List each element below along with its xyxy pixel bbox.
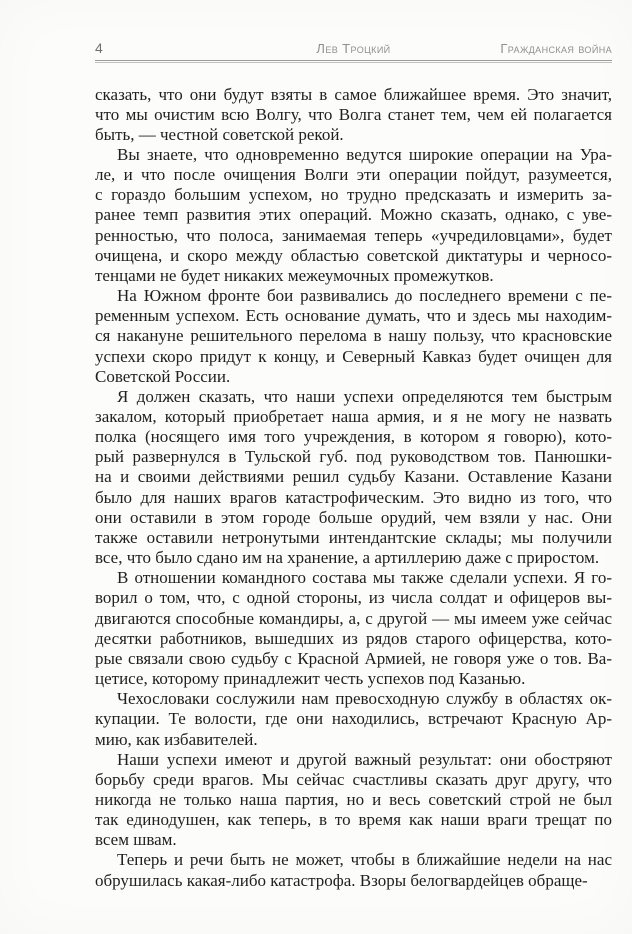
paragraph bbox=[95, 689, 612, 749]
body-text bbox=[95, 85, 612, 891]
text-line: все, что было сдано им на хранение, а артиллерию даже с приростом. bbox=[95, 548, 600, 568]
paragraph bbox=[95, 568, 612, 689]
text-line: полка (носящего имя того учреждения, в котором я говорю), кото- bbox=[95, 427, 612, 447]
text-line: Чехословаки сослужили нам превосходную службу в областях ок- bbox=[117, 689, 612, 709]
text-line: ранее темп развития этих операций. Можно сказать, однако, с уве- bbox=[95, 205, 612, 225]
text-line: так единодушен, как теперь, в то время как наши враги трещат по bbox=[95, 810, 612, 830]
paragraph bbox=[95, 286, 612, 387]
text-line: ременным успехом. Есть основание думать, что и здесь мы находим- bbox=[95, 306, 612, 326]
text-line: На Южном фронте бои развивались до последнего времени с пе- bbox=[117, 286, 612, 306]
text-line: быть, — честной советской рекой. bbox=[95, 124, 344, 144]
text-line: мию, как избавителей. bbox=[95, 729, 258, 749]
running-header bbox=[95, 41, 612, 56]
text-line: рые связали свою судьбу с Красной Армией, не говоря уже о тов. Ва- bbox=[95, 648, 612, 668]
text-line: В отношении командного состава мы также сделали успехи. Я го- bbox=[117, 568, 612, 588]
text-line: с гораздо большим успехом, но трудно предсказать и измерить за- bbox=[95, 185, 612, 205]
text-line: ренностью, что полоса, занимаемая теперь «учредиловцами», будет bbox=[95, 225, 612, 245]
text-line: двигаются способные командиры, а, с другой — мы имеем уже сейчас bbox=[95, 608, 612, 628]
text-line: никогда не только наша партия, но и весь советский строй не был bbox=[95, 789, 612, 809]
text-block bbox=[95, 0, 612, 891]
text-line: Советской России. bbox=[95, 366, 231, 386]
text-line: что мы очистим всю Волгу, что Волга станет тем, чем ей полагается bbox=[95, 104, 612, 124]
paragraph bbox=[95, 850, 612, 890]
paragraph bbox=[95, 750, 612, 851]
text-line: тенцами не будет никаких межеумочных промежутков. bbox=[95, 265, 494, 285]
text-line: всем швам. bbox=[95, 830, 177, 850]
text-line: ле, и что после очищения Волги эти операции пойдут, разумеется, bbox=[95, 165, 612, 185]
text-line: ворил о том, что, с одной стороны, из числа солдат и офицеров вы- bbox=[95, 588, 612, 608]
text-line: на и своими действиями решил судьбу Казани. Оставление Казани bbox=[95, 467, 612, 487]
paragraph bbox=[95, 85, 612, 145]
page-number: 4 bbox=[95, 40, 104, 56]
text-line: успехи скоро придут к концу, и Северный Кавказ будет очищен для bbox=[95, 346, 612, 366]
text-line: Теперь и речи быть не может, чтобы в ближайшие недели на нас bbox=[117, 850, 612, 870]
text-line: было для наших врагов катастрофическим. Это видно из того, что bbox=[95, 487, 612, 507]
text-line: цетисе, которому принадлежит честь успехов под Казанью. bbox=[95, 669, 526, 689]
text-line: закалом, который приобретает наша армия, и я не могу не назвать bbox=[95, 407, 612, 426]
text-line: Вы знаете, что одновременно ведутся широкие операции на Ура- bbox=[117, 144, 612, 164]
text-line: сказать, что они будут взяты в самое ближайшее время. Это значит, bbox=[95, 84, 612, 104]
text-line: обрушилась какая-либо катастрофа. Взоры белогвардейцев обраще- bbox=[95, 870, 588, 890]
text-line: рый развернулся в Тульской губ. под руководством тов. Панюшки- bbox=[95, 447, 612, 467]
text-line: очищена, и скоро между областью советской диктатуры и черносо- bbox=[95, 245, 612, 265]
text-line: они оставили в этом городе больше орудий, чем взяли у нас. Они bbox=[95, 507, 612, 527]
running-header-author: Лев Троцкий bbox=[316, 41, 391, 56]
paragraph bbox=[95, 145, 612, 286]
header-double-rule bbox=[95, 60, 612, 63]
paragraph bbox=[95, 387, 612, 568]
text-line: Наши успехи имеют и другой важный результат: они обостряют bbox=[117, 749, 612, 769]
text-line: борьбу среди врагов. Мы сейчас счастливы сказать друг другу, что bbox=[95, 769, 612, 789]
text-line: Я должен сказать, что наши успехи определяются тем быстрым bbox=[117, 386, 612, 406]
text-line: десятки работников, вышедших из рядов старого офицерства, кото- bbox=[95, 628, 612, 648]
text-line: ся накануне решительного перелома в нашу пользу, что красновские bbox=[95, 326, 612, 346]
running-header-title: Гражданская война bbox=[500, 41, 612, 56]
text-line: также оставили нетронутыми интендантские склады; мы получили bbox=[95, 527, 612, 547]
text-line: купации. Те волости, где они находились, встречают Красную Ар- bbox=[95, 709, 612, 729]
